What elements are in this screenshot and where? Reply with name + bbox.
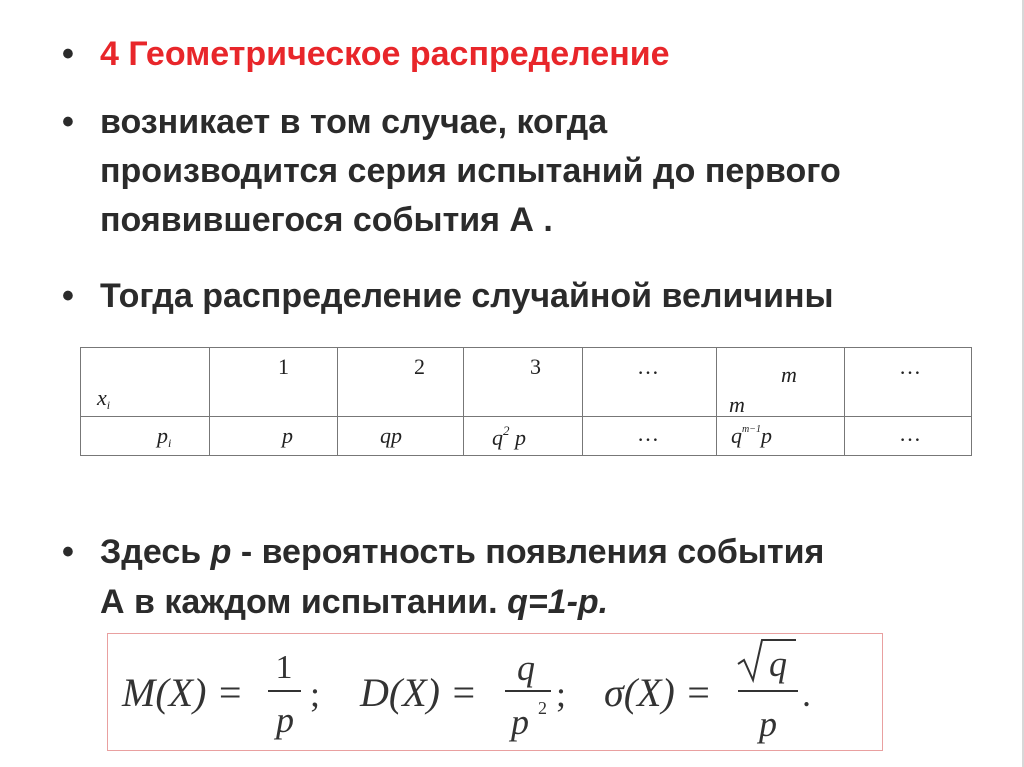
table-cell [338,417,464,456]
table-cell [717,417,845,456]
p-label: p [157,423,168,448]
bullet-dot: • [62,277,74,315]
cell-value: 1 [278,354,289,379]
bullet-dot: • [62,35,74,73]
q-formula: q=1-p. [507,583,609,621]
cell-value: … [899,354,921,379]
cell-value: p [282,423,293,448]
cell-value: q [731,423,742,448]
variance-exponent: 2 [538,698,547,718]
cell-value: qp [380,423,402,448]
table-row-probabilities [81,417,972,456]
description-line: возникает в том случае, когда [100,103,608,141]
explanation-text: Здесь [100,533,211,571]
description-line: появившегося события А . [100,201,553,239]
bullet-dot: • [62,103,74,141]
distribution-text: Тогда распределение случайной величины [100,277,834,315]
table-row-values [81,348,972,417]
mean-numerator: 1 [275,649,293,686]
mean-separator: ; [310,674,321,714]
table-cell [464,417,583,456]
table-cell [464,348,583,417]
cell-value: 3 [530,354,541,379]
cell-value-m: m [729,392,745,417]
cell-value-tail: p [760,423,772,448]
table-cell [583,417,717,456]
table-cell [845,348,972,417]
explanation-text: - вероятность появления события [231,533,825,571]
cell-exponent: m−1 [742,424,761,435]
table-cell [717,348,845,417]
cell-value-tail: p [509,425,526,450]
sqrt-sign [738,640,796,680]
description-line: производится серия испытаний до первого [100,152,841,190]
table-cell [583,348,717,417]
moment-formulas [108,634,881,749]
variance-separator: ; [556,674,567,714]
explanation-text: А в каждом испытании. [100,583,508,621]
variance-denominator: p [511,702,529,742]
cell-value: 2 [414,354,425,379]
std-lhs: σ(X) = [604,670,712,715]
std-numerator: q [769,644,787,684]
table-cell [338,348,464,417]
x-label: x [97,385,107,410]
cell-value: q [492,425,503,450]
variable-p: p [210,533,232,571]
x-subscript: i [106,398,111,412]
table-cell [845,417,972,456]
p-subscript: i [168,436,172,450]
cell-value: … [899,421,921,446]
explanation-line-1 [100,528,824,576]
variance-numerator: q [517,648,535,688]
mean-lhs: M(X) = [122,670,244,715]
variance-lhs: D(X) = [360,670,477,715]
explanation-line-2 [100,578,608,626]
formula-box [107,633,883,751]
bullet-dot: • [62,533,74,571]
cell-value: … [637,354,659,379]
cell-value: … [637,421,659,446]
mean-denominator: p [276,700,294,740]
title-text: 4 Геометрическое распределение [100,35,670,73]
table-cell [210,417,338,456]
table-cell-header-x [81,348,210,417]
distribution-table [80,347,972,456]
table-cell-header-p [81,417,210,456]
cell-value: m [781,362,797,387]
table-cell [210,348,338,417]
std-denominator: p [759,704,777,744]
std-end: . [802,674,811,714]
cell-exponent: 2 [503,423,510,438]
